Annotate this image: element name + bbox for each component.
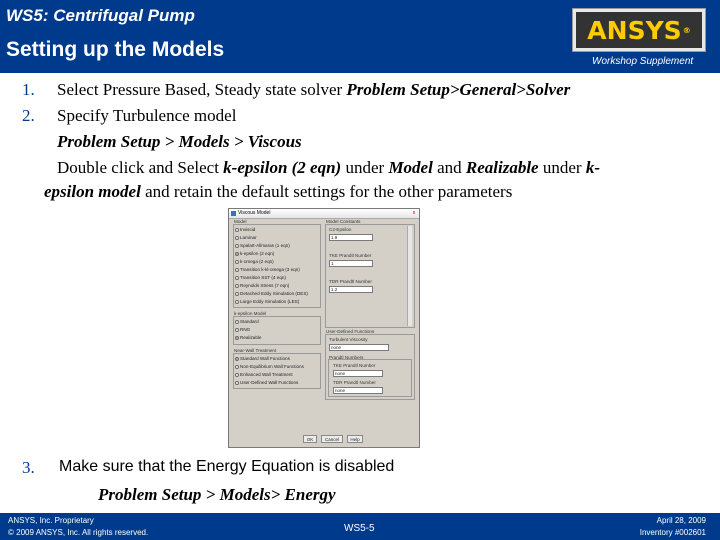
step-3-text: Make sure that the Energy Equation is disabled (59, 458, 395, 475)
footer-date: April 28, 2009 (656, 516, 706, 525)
detail-part: and (432, 158, 466, 177)
radio-laminar[interactable] (235, 235, 257, 240)
pn-tke-select[interactable]: none (333, 370, 383, 377)
detail-part: k-epsilon (2 eqn) (223, 158, 342, 177)
prandtl-numbers-label: Prandtl Numbers (329, 355, 364, 360)
radio-icon (235, 284, 239, 288)
viscous-model-dialog (228, 208, 420, 448)
slide-title: Setting up the Models (6, 38, 225, 61)
detail-part: and retain the default settings for the other parameters (140, 182, 513, 201)
near-wall-label: Near-Wall Treatment (234, 348, 277, 353)
radio-k-epsilon[interactable] (235, 251, 274, 256)
radio-des[interactable] (235, 291, 308, 296)
pn-tke-label: TKE Prandtl Number (333, 363, 376, 368)
radio-label: Inviscid (240, 227, 256, 232)
radio-icon (235, 228, 239, 232)
logo-registered-mark: ® (682, 25, 691, 35)
model-constants-label: Model Constants (326, 219, 361, 224)
radio-label: k-epsilon (2 eqn) (240, 251, 275, 256)
radio-label: RNG (240, 327, 251, 332)
footer-proprietary: ANSYS, Inc. Proprietary (8, 516, 94, 525)
radio-icon (235, 381, 239, 385)
tdr-prandtl-label: TDR Prandtl Number (329, 279, 372, 284)
footer-bar (0, 513, 720, 540)
radio-icon (235, 328, 239, 332)
c2-epsilon-field[interactable]: 1.9 (329, 234, 373, 241)
dialog-title-bar (229, 209, 419, 219)
radio-non-equilibrium[interactable] (235, 364, 304, 369)
step-3-path: Problem Setup > Models> Energy (98, 485, 336, 504)
step-1-number: 1. (22, 80, 35, 99)
radio-icon (235, 365, 239, 369)
radio-user-defined-wall[interactable] (235, 380, 298, 385)
radio-spalart-allmaras[interactable] (235, 243, 290, 248)
radio-label: Non-Equilibrium Wall Functions (240, 364, 304, 369)
step-2-text: Specify Turbulence model (57, 106, 237, 125)
workshop-supplement: Workshop Supplement (592, 56, 694, 67)
ok-button[interactable]: OK (303, 435, 317, 443)
radio-label: Transition SST (4 eqn) (240, 275, 286, 280)
radio-label: Standard Wall Functions (240, 356, 290, 361)
detail-part: k- (585, 158, 600, 177)
radio-standard[interactable] (235, 319, 259, 324)
radio-label: Enhanced Wall Treatment (240, 372, 293, 377)
radio-icon (235, 268, 239, 272)
radio-icon (235, 276, 239, 280)
radio-transition-sst[interactable] (235, 275, 286, 280)
radio-enhanced-wall[interactable] (235, 372, 293, 377)
radio-reynolds-stress[interactable] (235, 283, 289, 288)
radio-les[interactable] (235, 299, 299, 304)
dialog-title: Viscous Model (238, 210, 271, 216)
constants-scrollbar[interactable] (407, 226, 412, 326)
detail-part: under (341, 158, 389, 177)
udf-label: User-Defined Functions (326, 329, 375, 334)
radio-icon (235, 300, 239, 304)
radio-icon (235, 320, 239, 324)
pn-tdr-label: TDR Prandtl Number (333, 380, 376, 385)
radio-label: Standard (240, 319, 259, 324)
radio-icon (235, 244, 239, 248)
workshop-title: WS5: Centrifugal Pump (6, 6, 195, 25)
radio-label: Reynolds Stress (7 eqn) (240, 283, 290, 288)
radio-selected-icon (235, 357, 239, 361)
radio-label: Large Eddy Simulation (LES) (240, 299, 300, 304)
detail-part: Realizable (465, 158, 539, 177)
step-2-number: 2. (22, 106, 35, 125)
radio-label: Realizable (240, 335, 262, 340)
step-2-detail-line1 (57, 158, 600, 178)
c2-epsilon-label: C2-Epsilon (329, 227, 352, 232)
radio-label: k-omega (2 eqn) (240, 259, 274, 264)
model-group-label: Model (234, 219, 247, 224)
pn-tdr-select[interactable]: none (333, 387, 383, 394)
step-1-plain: Select Pressure Based, Steady state solver (57, 80, 347, 99)
radio-rng[interactable] (235, 327, 250, 332)
tdr-prandtl-field[interactable]: 1.2 (329, 286, 373, 293)
tke-prandtl-field[interactable]: 1 (329, 260, 373, 267)
detail-part: Double click and Select (57, 158, 224, 177)
step-1-path: Problem Setup>General>Solver (346, 80, 571, 99)
step-3-number: 3. (22, 458, 35, 477)
cancel-button[interactable]: Cancel (321, 435, 343, 443)
detail-part: under (538, 158, 586, 177)
footer-slide-number: WS5-5 (344, 523, 375, 534)
detail-part: epsilon model (44, 182, 141, 201)
turbulent-viscosity-select[interactable]: none (329, 344, 389, 351)
radio-icon (235, 373, 239, 377)
turbulent-viscosity-label: Turbulent Viscosity (329, 337, 368, 342)
radio-selected-icon (235, 336, 239, 340)
footer-copyright: © 2009 ANSYS, Inc. All rights reserved. (8, 528, 149, 537)
radio-icon (235, 292, 239, 296)
radio-icon (235, 260, 239, 264)
detail-part: Model (388, 158, 433, 177)
close-icon[interactable]: x (412, 210, 416, 216)
logo-text: ANSYS (587, 15, 682, 45)
step-1-text (57, 80, 570, 100)
radio-standard-wall-functions[interactable] (235, 356, 290, 361)
step-2-path: Problem Setup > Models > Viscous (57, 132, 302, 151)
radio-k-omega[interactable] (235, 259, 274, 264)
radio-icon (235, 236, 239, 240)
radio-transition-kkl[interactable] (235, 267, 300, 272)
radio-label: Laminar (240, 235, 257, 240)
radio-label: Transition k-kl-omega (3 eqn) (240, 267, 300, 272)
ansys-logo (572, 8, 706, 52)
help-button[interactable]: Help (347, 435, 363, 443)
step-2-detail-line2 (44, 182, 512, 202)
radio-label: Detached Eddy Simulation (DES) (240, 291, 308, 296)
radio-label: User-Defined Wall Functions (240, 380, 299, 385)
radio-label: Spalart-Allmaras (1 eqn) (240, 243, 290, 248)
tke-prandtl-label: TKE Prandtl Number (329, 253, 372, 258)
window-icon (231, 211, 236, 216)
radio-selected-icon (235, 252, 239, 256)
radio-realizable[interactable] (235, 335, 261, 340)
header-bar (0, 0, 720, 73)
radio-inviscid[interactable] (235, 227, 255, 232)
k-epsilon-model-label: k-epsilon Model (234, 311, 267, 316)
footer-inventory: Inventory #002601 (639, 528, 706, 537)
